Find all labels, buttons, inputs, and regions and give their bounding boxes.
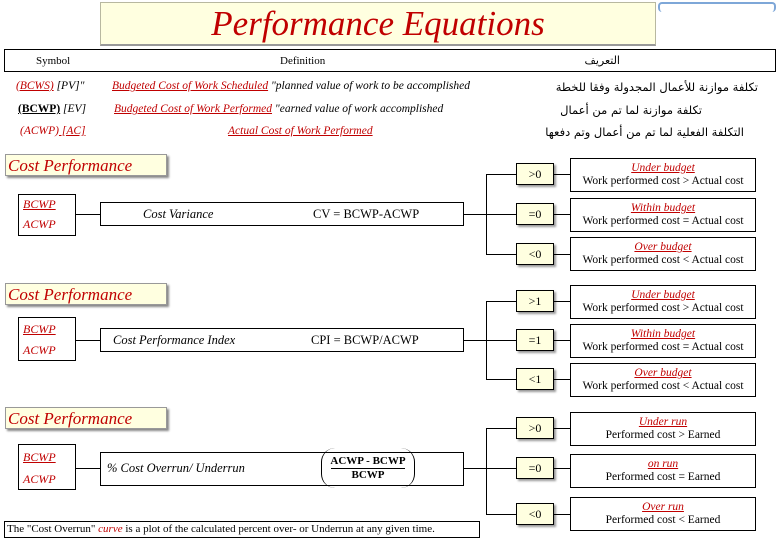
section-cost-performance-index <box>0 280 780 402</box>
connector-line <box>554 174 570 175</box>
result-detail: Work performed cost < Actual cost <box>582 380 744 392</box>
formula: CV = BCWP-ACWP <box>313 207 420 221</box>
result-detail: Work performed cost = Actual cost <box>582 341 744 353</box>
result-detail: Work performed cost > Actual cost <box>582 175 744 187</box>
section-title: Cost Performance <box>8 409 133 428</box>
section-title-box <box>5 154 167 176</box>
formula-box <box>100 452 464 486</box>
condition-operator: >1 <box>516 290 554 312</box>
connector-line <box>464 340 486 341</box>
result-status: Over budget <box>634 367 692 379</box>
definition-row-symbol <box>20 125 86 137</box>
symbol-alias: [AC] <box>58 125 86 137</box>
definition-row-symbol <box>16 80 84 92</box>
ratio-denominator: ACWP <box>23 343 56 357</box>
result-status: on run <box>647 458 679 470</box>
connector-line <box>76 214 100 215</box>
result-detail: Performed cost < Earned <box>605 514 721 526</box>
condition-result <box>570 324 756 358</box>
formula: CPI = BCWP/ACWP <box>311 333 419 347</box>
condition-result <box>570 237 756 271</box>
definition-row-arabic: تكلفة موازنة لما تم من أعمال <box>560 103 702 117</box>
section-title-box <box>5 283 167 305</box>
condition-operator: <1 <box>516 368 554 390</box>
connector-line <box>486 514 516 515</box>
result-detail: Work performed cost > Actual cost <box>582 302 744 314</box>
result-status: Within budget <box>630 328 696 340</box>
result-status: Within budget <box>630 202 696 214</box>
bracket-line <box>486 428 487 514</box>
section-title: Cost Performance <box>8 285 133 304</box>
condition-operator: <0 <box>516 503 554 525</box>
definitions-header-row <box>4 49 776 72</box>
condition-operator: =1 <box>516 329 554 351</box>
definition-name: Budgeted Cost of Work Performed <box>114 103 273 115</box>
definition-row-text <box>114 103 443 115</box>
connector-line <box>554 514 570 515</box>
symbol-code: (BCWP) <box>18 103 61 115</box>
ratio-box <box>18 317 76 361</box>
header-arabic: التعريف <box>584 54 620 67</box>
symbol-code: (BCWS) <box>16 80 54 92</box>
connector-line <box>486 340 516 341</box>
result-status: Under budget <box>631 289 695 301</box>
connector-line <box>486 301 516 302</box>
decorative-frame <box>658 2 776 12</box>
definition-note: "planned value of work to be accomplished <box>268 80 470 92</box>
connector-line <box>554 214 570 215</box>
ratio-numerator: BCWP <box>23 450 56 464</box>
page-title: Performance Equations <box>211 4 545 43</box>
connector-line <box>464 468 486 469</box>
section-title: Cost Performance <box>8 156 133 175</box>
result-status: Under budget <box>631 162 695 174</box>
formula-box <box>100 202 464 226</box>
condition-result <box>570 363 756 397</box>
caption-post: is a plot of the calculated percent over- or Underrun at any given time. <box>122 523 435 535</box>
condition-result <box>570 454 756 488</box>
definition-row-arabic: التكلفة الفعلية لما تم من أعمال وتم دفعها <box>545 125 744 139</box>
formula-numerator: ACWP - BCWP <box>330 455 406 467</box>
ratio-denominator: ACWP <box>23 217 56 231</box>
connector-line <box>554 379 570 380</box>
connector-line <box>486 214 516 215</box>
section-cost-variance <box>0 150 780 272</box>
caption-note <box>4 521 480 538</box>
connector-line <box>76 468 100 469</box>
definition-row-text <box>228 125 373 137</box>
symbol-alias: [EV] <box>60 103 87 115</box>
condition-operator: <0 <box>516 243 554 265</box>
definition-note: "earned value of work accomplished <box>272 103 444 115</box>
condition-result <box>570 158 756 192</box>
result-detail: Performed cost > Earned <box>605 429 721 441</box>
connector-line <box>554 340 570 341</box>
connector-line <box>486 379 516 380</box>
result-detail: Work performed cost = Actual cost <box>582 215 744 227</box>
definition-row-symbol <box>18 103 86 115</box>
caption-pre: The "Cost Overrun" <box>7 523 99 535</box>
ratio-box <box>18 194 76 236</box>
ratio-denominator: ACWP <box>23 472 56 486</box>
metric-label: Cost Performance Index <box>113 333 236 347</box>
condition-operator: >0 <box>516 417 554 439</box>
connector-line <box>464 214 486 215</box>
definition-name: Actual Cost of Work Performed <box>228 125 373 137</box>
condition-operator: =0 <box>516 203 554 225</box>
connector-line <box>554 428 570 429</box>
caption-highlight: curve <box>98 523 123 535</box>
result-status: Over run <box>642 501 684 513</box>
condition-operator: =0 <box>516 457 554 479</box>
definition-row-text <box>112 80 470 92</box>
condition-result <box>570 285 756 319</box>
ratio-box <box>18 444 76 490</box>
connector-line <box>486 468 516 469</box>
symbol-alias: [PV]" <box>53 80 85 92</box>
ratio-numerator: BCWP <box>23 322 56 336</box>
symbol-code: (ACWP) <box>20 125 59 137</box>
connector-line <box>76 340 100 341</box>
result-detail: Work performed cost < Actual cost <box>582 254 744 266</box>
ratio-numerator: BCWP <box>23 197 56 211</box>
section-title-box <box>5 407 167 429</box>
formula-denominator: BCWP <box>351 469 385 481</box>
result-status: Over budget <box>634 241 692 253</box>
definition-row-arabic: تكلفة موازنة للأعمال المجدولة وفقا للخطة <box>555 80 758 94</box>
condition-operator: >0 <box>516 163 554 185</box>
metric-label: Cost Variance <box>143 207 214 221</box>
definition-name: Budgeted Cost of Work Scheduled <box>112 80 269 92</box>
connector-line <box>486 174 516 175</box>
result-status: Under run <box>638 416 688 428</box>
condition-result <box>570 412 756 446</box>
section-cost-overrun <box>0 404 780 538</box>
condition-result <box>570 497 756 531</box>
result-detail: Performed cost = Earned <box>605 471 721 483</box>
formula-parentheses <box>321 448 415 488</box>
connector-line <box>554 301 570 302</box>
metric-label: % Cost Overrun/ Underrun <box>107 461 245 475</box>
header-definition: Definition <box>280 55 326 67</box>
condition-result <box>570 198 756 232</box>
fraction-formula <box>321 455 415 483</box>
title-box <box>100 2 656 46</box>
connector-line <box>486 254 516 255</box>
connector-line <box>554 468 570 469</box>
connector-line <box>554 254 570 255</box>
formula-box <box>100 328 464 352</box>
connector-line <box>486 428 516 429</box>
header-symbol: Symbol <box>36 55 71 67</box>
